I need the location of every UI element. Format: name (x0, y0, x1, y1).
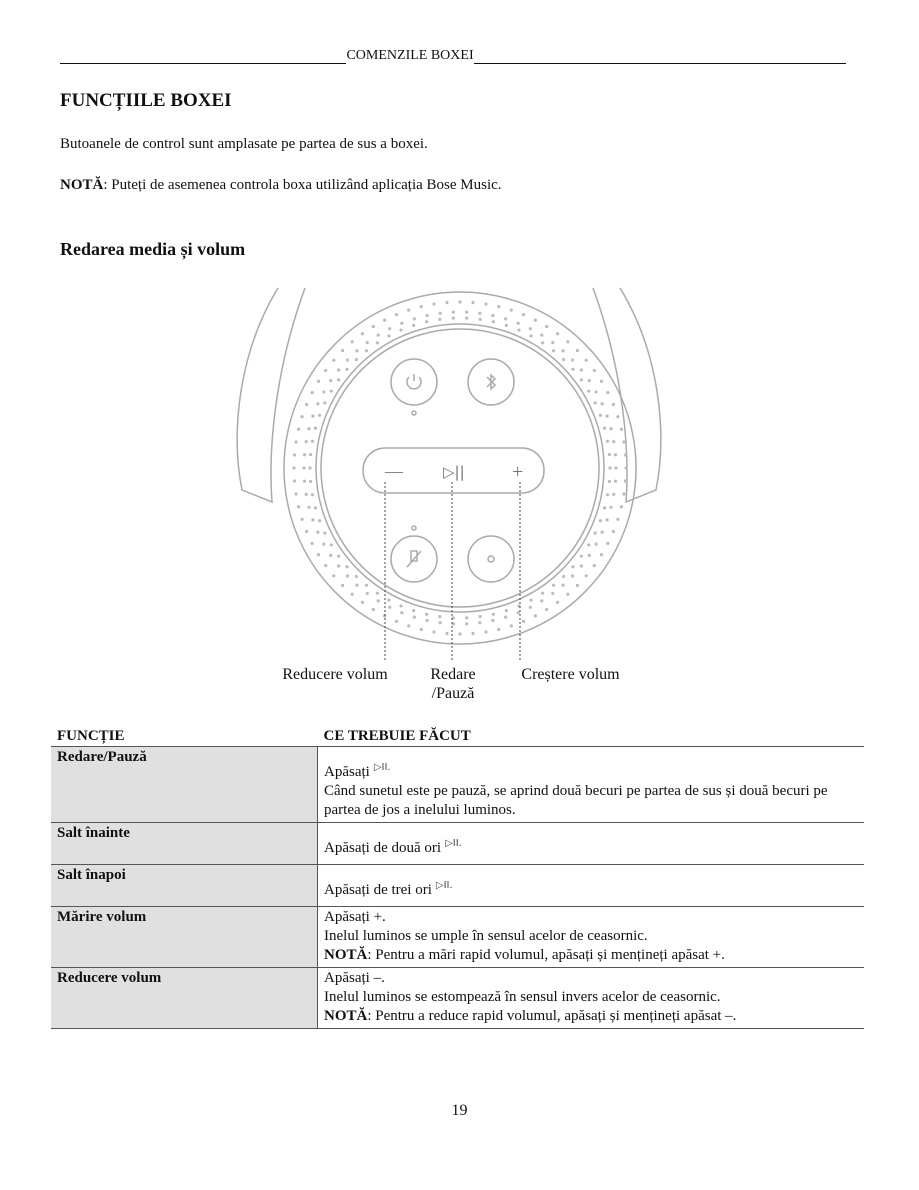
light-dot (395, 313, 398, 316)
light-dot (587, 543, 590, 546)
light-dot (491, 314, 494, 317)
light-dot (606, 440, 609, 443)
light-dot (351, 340, 354, 343)
mic-led (412, 526, 416, 530)
light-dot (294, 440, 297, 443)
action-cell (318, 865, 865, 907)
light-dot (561, 349, 564, 352)
light-dot (517, 611, 520, 614)
light-dot (497, 305, 500, 308)
light-dot (407, 624, 410, 627)
light-dot (301, 415, 304, 418)
light-dot (593, 564, 596, 567)
table-header (51, 727, 864, 747)
table-row (51, 968, 864, 1029)
light-dot (388, 606, 391, 609)
light-dot (297, 505, 300, 508)
light-dot (310, 391, 313, 394)
function-cell: Salt înainte (51, 823, 318, 865)
light-dot (305, 530, 308, 533)
light-dot (399, 328, 402, 331)
light-dot (601, 531, 604, 534)
light-dot (372, 325, 375, 328)
light-dot (294, 492, 297, 495)
light-dot (594, 531, 597, 534)
light-dot (588, 554, 591, 557)
light-dot (311, 414, 314, 417)
light-dot (307, 427, 310, 430)
light-dot (361, 601, 364, 604)
light-dot (605, 518, 608, 521)
light-dot (387, 334, 390, 337)
light-dot (308, 466, 311, 469)
running-header (60, 48, 846, 64)
light-dot (383, 318, 386, 321)
light-dot (609, 506, 612, 509)
light-dot (529, 327, 532, 330)
light-dot (432, 630, 435, 633)
light-dot (517, 328, 520, 331)
light-dot (551, 592, 554, 595)
light-dot (566, 593, 569, 596)
light-dot (606, 542, 609, 545)
light-dot (624, 466, 627, 469)
light-dot (608, 466, 611, 469)
light-dot (594, 401, 597, 404)
light-dot (616, 415, 619, 418)
light-dot (608, 480, 611, 483)
light-dot (510, 624, 513, 627)
light-dot (413, 616, 416, 619)
light-dot (330, 389, 333, 392)
label-play-pause-line2: /Pauză (431, 685, 475, 702)
light-dot (608, 453, 611, 456)
light-dot (505, 609, 508, 612)
table-row (51, 907, 864, 968)
label-play-pause (428, 665, 478, 703)
volume-down-button[interactable]: — (385, 461, 403, 481)
light-dot (316, 402, 319, 405)
light-dot (439, 621, 442, 624)
light-dot (330, 543, 333, 546)
light-dot (400, 611, 403, 614)
light-dot (317, 380, 320, 383)
power-icon (407, 374, 421, 389)
light-dot (324, 564, 327, 567)
light-dot (377, 599, 380, 602)
mic-off-icon (407, 551, 421, 567)
light-dot (529, 598, 532, 601)
light-dot (332, 359, 335, 362)
light-dot (624, 479, 627, 482)
light-dot (309, 480, 312, 483)
light-dot (438, 615, 441, 618)
table-row (51, 865, 864, 907)
light-dot (318, 519, 321, 522)
light-dot (571, 358, 574, 361)
light-dot (504, 616, 507, 619)
light-dot (580, 368, 583, 371)
function-cell: Reducere volum (51, 968, 318, 1029)
light-dot (311, 518, 314, 521)
light-dot (337, 564, 340, 567)
action-button[interactable] (468, 536, 514, 582)
light-dot (316, 531, 319, 534)
light-dot (305, 403, 308, 406)
light-dot (465, 317, 468, 320)
play-pause-button[interactable]: ▷|| (443, 463, 465, 481)
light-dot (420, 305, 423, 308)
volume-up-button[interactable]: + (512, 461, 524, 483)
light-dot (337, 555, 340, 558)
note-body: : Pentru a reduce rapid volumul, apăsați și mențineți apăsat –. (367, 1008, 737, 1024)
light-dot (541, 592, 544, 595)
light-dot (484, 630, 487, 633)
light-dot (620, 505, 623, 508)
light-dot (622, 492, 625, 495)
light-dot (601, 402, 604, 405)
light-dot (351, 593, 354, 596)
light-dot (556, 601, 559, 604)
light-dot (413, 317, 416, 320)
light-dot (585, 359, 588, 362)
light-dot (491, 619, 494, 622)
light-dot (355, 349, 358, 352)
label-volume-up: Creștere volum (521, 666, 620, 683)
column-header: FUNCȚIE (51, 727, 318, 747)
light-dot (614, 466, 617, 469)
light-dot (412, 609, 415, 612)
light-dot (355, 575, 358, 578)
light-dot (576, 584, 579, 587)
light-dot (345, 368, 348, 371)
light-dot (293, 479, 296, 482)
light-dot (614, 480, 617, 483)
light-dot (562, 575, 565, 578)
label-play-pause-line1: Redare (430, 666, 476, 683)
action-icon (488, 556, 494, 562)
light-dot (599, 519, 602, 522)
action-cell (318, 968, 865, 1029)
light-dot (377, 334, 380, 337)
action-note (324, 1007, 858, 1026)
section-title: Redarea media și volum (60, 239, 246, 259)
light-dot (504, 317, 507, 320)
light-dot (445, 632, 448, 635)
function-cell: Redare/Pauză (51, 747, 318, 823)
light-dot (603, 506, 606, 509)
light-dot (622, 440, 625, 443)
light-dot (361, 332, 364, 335)
light-dot (407, 309, 410, 312)
light-dot (366, 592, 369, 595)
light-dot (606, 493, 609, 496)
light-dot (311, 440, 314, 443)
light-dot (395, 620, 398, 623)
light-dot (337, 368, 340, 371)
light-dot (400, 322, 403, 325)
light-dot (445, 301, 448, 304)
header-title: COMENZILE BOXEI (346, 48, 474, 63)
light-dot (603, 426, 606, 429)
light-dot (317, 553, 320, 556)
light-dot (599, 414, 602, 417)
light-dot (620, 428, 623, 431)
light-dot (309, 453, 312, 456)
light-dot (399, 604, 402, 607)
light-dot (432, 302, 435, 305)
light-dot (612, 530, 615, 533)
light-dot (452, 317, 455, 320)
light-dot (534, 614, 537, 617)
light-dot (302, 466, 305, 469)
light-dot (576, 349, 579, 352)
light-dot (484, 302, 487, 305)
light-dot (600, 553, 603, 556)
action-cell (318, 747, 865, 823)
light-dot (571, 574, 574, 577)
light-dot (522, 620, 525, 623)
light-dot (337, 378, 340, 381)
light-dot (292, 466, 295, 469)
action-detail: Inelul luminos se umple în sensul acelor de ceasornic. (324, 928, 648, 944)
light-dot (517, 322, 520, 325)
intro-text: Butoanele de control sunt amplasate pe partea de sus a boxei. (60, 136, 428, 152)
label-volume-down: Reducere volum (282, 666, 388, 683)
light-dot (556, 332, 559, 335)
light-dot (497, 628, 500, 631)
play-pause-icon: ▷II. (373, 762, 391, 773)
light-dot (478, 621, 481, 624)
light-dot (529, 606, 532, 609)
page-title: FUNCȚIILE BOXEI (60, 90, 232, 111)
light-dot (551, 341, 554, 344)
light-dot (355, 584, 358, 587)
light-dot (301, 518, 304, 521)
action-note (324, 946, 858, 965)
light-dot (580, 564, 583, 567)
light-dot (534, 318, 537, 321)
play-pause-icon: ▷II. (445, 838, 462, 849)
light-dot (471, 301, 474, 304)
light-dot (522, 313, 525, 316)
light-dot (458, 300, 461, 303)
power-led (412, 411, 416, 415)
light-dot (324, 369, 327, 372)
light-dot (492, 320, 495, 323)
light-dot (492, 613, 495, 616)
light-dot (452, 311, 455, 314)
light-dot (341, 349, 344, 352)
light-dot (346, 574, 349, 577)
light-dot (314, 426, 317, 429)
action-text: Apăsați de două ori (324, 840, 442, 856)
power-button[interactable] (391, 359, 437, 405)
table-row (51, 747, 864, 823)
light-dot (561, 584, 564, 587)
light-dot (387, 598, 390, 601)
function-cell: Mărire volum (51, 907, 318, 968)
light-dot (545, 325, 548, 328)
light-dot (439, 312, 442, 315)
light-dot (552, 349, 555, 352)
light-dot (314, 506, 317, 509)
action-detail: Inelul luminos se estompează în sensul invers acelor de ceasornic. (324, 989, 721, 1005)
light-dot (562, 358, 565, 361)
light-dot (471, 632, 474, 635)
light-dot (412, 324, 415, 327)
column-header: CE TREBUIE FĂCUT (318, 727, 865, 747)
light-dot (323, 531, 326, 534)
light-dot (479, 615, 482, 618)
note-label: NOTĂ (60, 177, 104, 193)
functions-table (51, 727, 864, 1029)
light-dot (529, 334, 532, 337)
light-dot (311, 493, 314, 496)
bluetooth-icon (487, 375, 495, 389)
light-dot (297, 428, 300, 431)
light-dot (388, 327, 391, 330)
page-number: 19 (451, 1102, 468, 1119)
light-dot (541, 341, 544, 344)
light-dot (318, 414, 321, 417)
light-dot (345, 565, 348, 568)
light-dot (595, 390, 598, 393)
light-dot (293, 453, 296, 456)
light-dot (616, 518, 619, 521)
light-dot (305, 440, 308, 443)
light-dot (588, 379, 591, 382)
light-dot (420, 628, 423, 631)
light-dot (587, 389, 590, 392)
light-dot (505, 324, 508, 327)
light-dot (305, 493, 308, 496)
light-dot (425, 320, 428, 323)
play-pause-icon: ▷II. (435, 880, 453, 891)
light-dot (438, 318, 441, 321)
light-dot (332, 574, 335, 577)
light-dot (479, 318, 482, 321)
light-dot (341, 584, 344, 587)
light-dot (307, 506, 310, 509)
light-dot (571, 368, 574, 371)
action-text: Apăsați –. (324, 970, 385, 986)
light-dot (322, 542, 325, 545)
action-text: Apăsați (324, 764, 370, 780)
light-dot (346, 358, 349, 361)
light-dot (322, 390, 325, 393)
light-dot (458, 632, 461, 635)
light-dot (609, 427, 612, 430)
light-dot (366, 341, 369, 344)
light-dot (593, 369, 596, 372)
light-dot (580, 378, 583, 381)
action-cell (318, 823, 865, 865)
action-cell (318, 907, 865, 968)
function-cell: Salt înapoi (51, 865, 318, 907)
note-label: NOTĂ (324, 947, 368, 963)
light-dot (365, 584, 368, 587)
light-dot (365, 349, 368, 352)
light-dot (580, 555, 583, 558)
action-detail: Când sunetul este pe pauză, se aprind două becuri pe partea de sus și două becuri pe partea de jos a inelului luminos. (324, 783, 828, 818)
light-dot (540, 599, 543, 602)
light-dot (585, 574, 588, 577)
light-dot (425, 613, 428, 616)
light-dot (323, 401, 326, 404)
light-dot (614, 453, 617, 456)
light-dot (465, 622, 468, 625)
light-dot (612, 403, 615, 406)
light-dot (310, 542, 313, 545)
light-dot (571, 565, 574, 568)
light-dot (612, 440, 615, 443)
action-text: Apăsați de trei ori (324, 882, 432, 898)
note-text (60, 177, 502, 194)
note-label: NOTĂ (324, 1008, 368, 1024)
light-dot (510, 309, 513, 312)
note-body: : Puteți de asemenea controla boxa utilizând aplicația Bose Music. (103, 177, 502, 193)
light-dot (303, 453, 306, 456)
action-text: Apăsați +. (324, 909, 386, 925)
light-dot (600, 380, 603, 383)
note-body: : Pentru a mări rapid volumul, apăsați și mențineți apăsat +. (367, 947, 725, 963)
light-dot (624, 453, 627, 456)
light-dot (606, 391, 609, 394)
light-dot (540, 334, 543, 337)
light-dot (465, 616, 468, 619)
light-dot (478, 312, 481, 315)
speaker-illustration (230, 280, 670, 680)
light-dot (595, 542, 598, 545)
light-dot (376, 592, 379, 595)
table-row (51, 823, 864, 865)
light-dot (605, 414, 608, 417)
light-dot (552, 584, 555, 587)
light-dot (426, 619, 429, 622)
light-dot (612, 493, 615, 496)
light-dot (426, 314, 429, 317)
light-dot (566, 340, 569, 343)
light-dot (303, 480, 306, 483)
light-dot (545, 608, 548, 611)
light-dot (329, 379, 332, 382)
light-dot (329, 554, 332, 557)
light-dot (355, 358, 358, 361)
light-dot (376, 341, 379, 344)
light-dot (372, 608, 375, 611)
light-dot (465, 311, 468, 314)
